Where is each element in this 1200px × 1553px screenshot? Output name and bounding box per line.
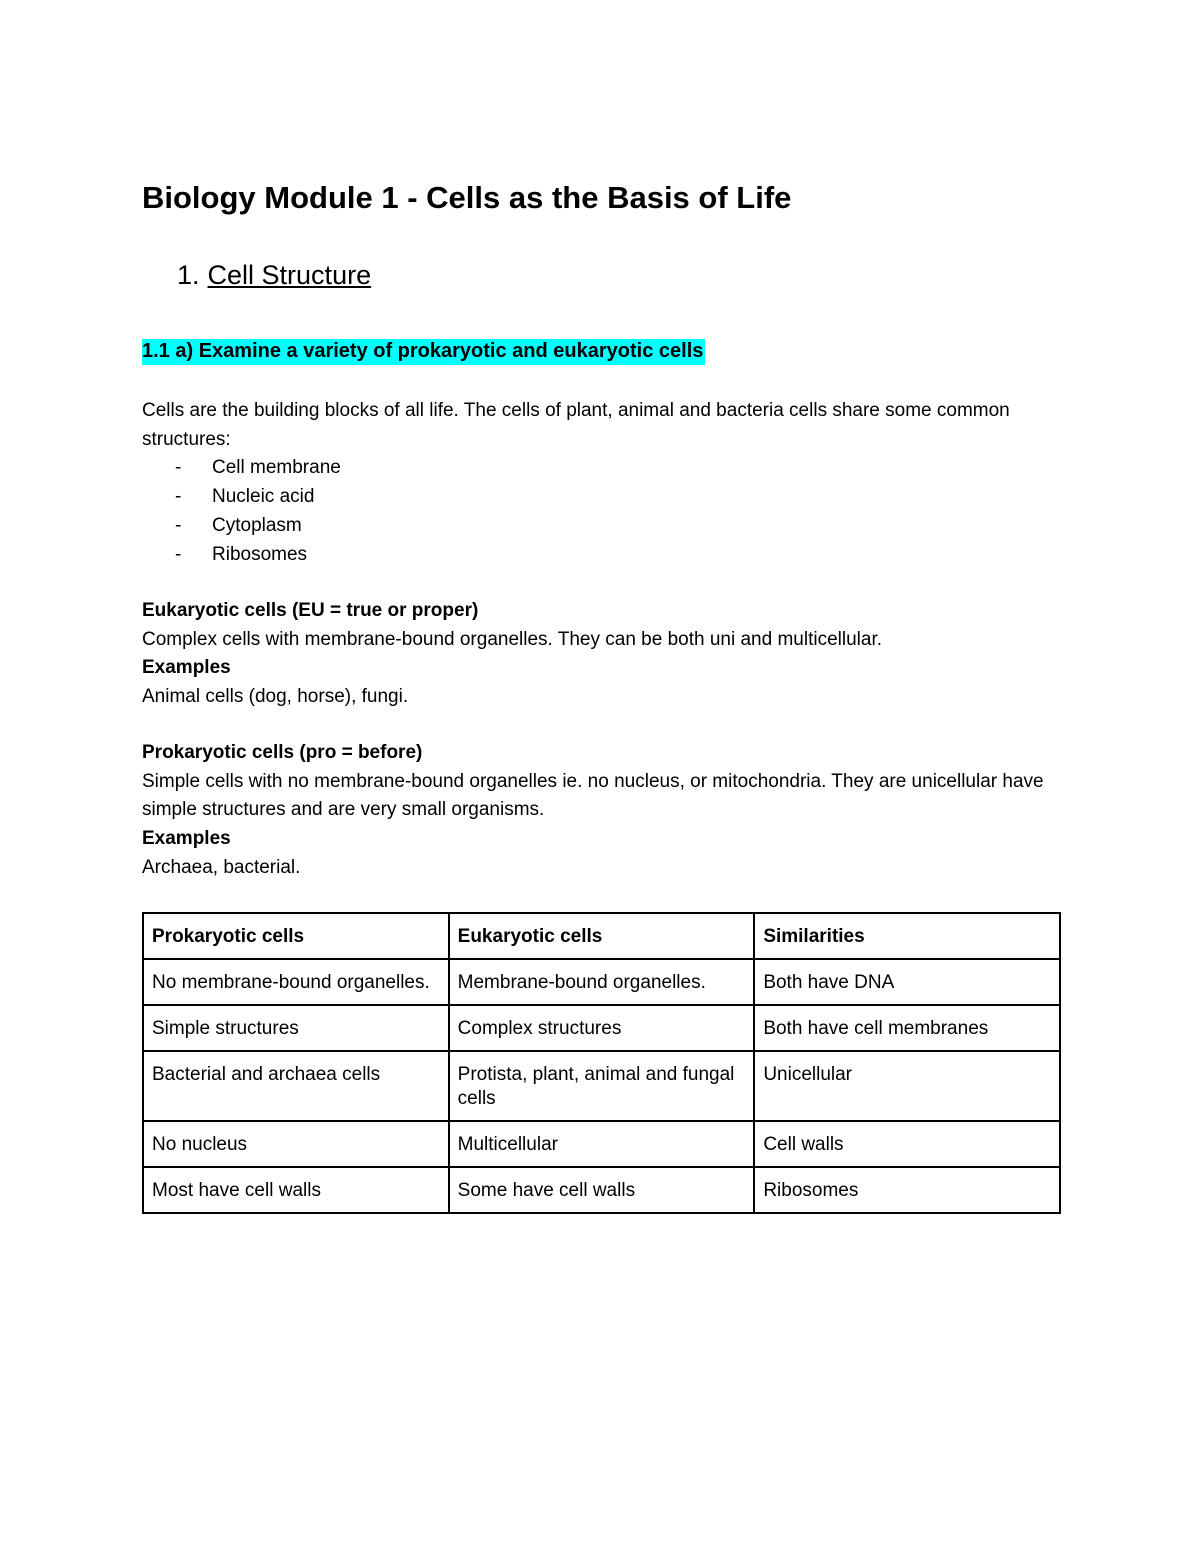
table-row (143, 1121, 1060, 1167)
list-item: - Cytoplasm (142, 512, 1062, 541)
list-item: - Nucleic acid (142, 483, 1062, 512)
prokaryotic-examples-label: Examples (142, 828, 231, 850)
table-cell: Cell walls (754, 1121, 1060, 1167)
list-item: - Ribosomes (142, 541, 1062, 570)
table-cell: Complex structures (449, 1005, 755, 1051)
section-title: Cell Structure (207, 260, 372, 290)
prokaryotic-block (142, 739, 1062, 883)
document-title: Biology Module 1 - Cells as the Basis of Life (142, 180, 792, 215)
table-cell: Unicellular (754, 1051, 1060, 1121)
table-row (143, 1051, 1060, 1121)
subsection-heading (142, 340, 705, 363)
table-cell: Both have DNA (754, 959, 1060, 1005)
table-cell: Both have cell membranes (754, 1005, 1060, 1051)
eukaryotic-description: Complex cells with membrane-bound organelles. They can be both uni and multicellular. (142, 628, 882, 650)
table-cell: Bacterial and archaea cells (143, 1051, 449, 1121)
prokaryotic-examples: Archaea, bacterial. (142, 856, 301, 878)
eukaryotic-block (142, 597, 1062, 712)
table-header-cell: Eukaryotic cells (449, 913, 755, 959)
eukaryotic-examples: Animal cells (dog, horse), fungi. (142, 686, 409, 708)
table-cell: Membrane-bound organelles. (449, 959, 755, 1005)
table-row (143, 1167, 1060, 1213)
intro-paragraph: Cells are the building blocks of all life. The cells of plant, animal and bacteria cells share some common structures: (142, 400, 1010, 450)
prokaryotic-description: Simple cells with no membrane-bound organelles ie. no nucleus, or mitochondria. They are unicellular have simple structures and are very small organisms. (142, 770, 1044, 821)
table-header-row (143, 913, 1060, 959)
common-structures-list (142, 454, 1062, 569)
table-row (143, 959, 1060, 1005)
eukaryotic-examples-label: Examples (142, 657, 231, 679)
intro-block (142, 397, 1062, 569)
table-cell: Protista, plant, animal and fungal cells (449, 1051, 755, 1121)
table-cell: Multicellular (449, 1121, 755, 1167)
table-header-cell: Prokaryotic cells (143, 913, 449, 959)
table-cell: Most have cell walls (143, 1167, 449, 1213)
table-cell: Ribosomes (754, 1167, 1060, 1213)
table-cell: Some have cell walls (449, 1167, 755, 1213)
subsection-title: 1.1 a) Examine a variety of prokaryotic and eukaryotic cells (142, 339, 705, 365)
section-number: 1. (177, 260, 200, 290)
comparison-table (142, 912, 1061, 1214)
table-row (143, 1005, 1060, 1051)
list-item: - Cell membrane (142, 454, 1062, 483)
table-header-cell: Similarities (754, 913, 1060, 959)
table-cell: No membrane-bound organelles. (143, 959, 449, 1005)
eukaryotic-heading: Eukaryotic cells (EU = true or proper) (142, 600, 479, 621)
table-cell: No nucleus (143, 1121, 449, 1167)
section-heading (177, 260, 371, 291)
table-cell: Simple structures (143, 1005, 449, 1051)
prokaryotic-heading: Prokaryotic cells (pro = before) (142, 742, 423, 763)
